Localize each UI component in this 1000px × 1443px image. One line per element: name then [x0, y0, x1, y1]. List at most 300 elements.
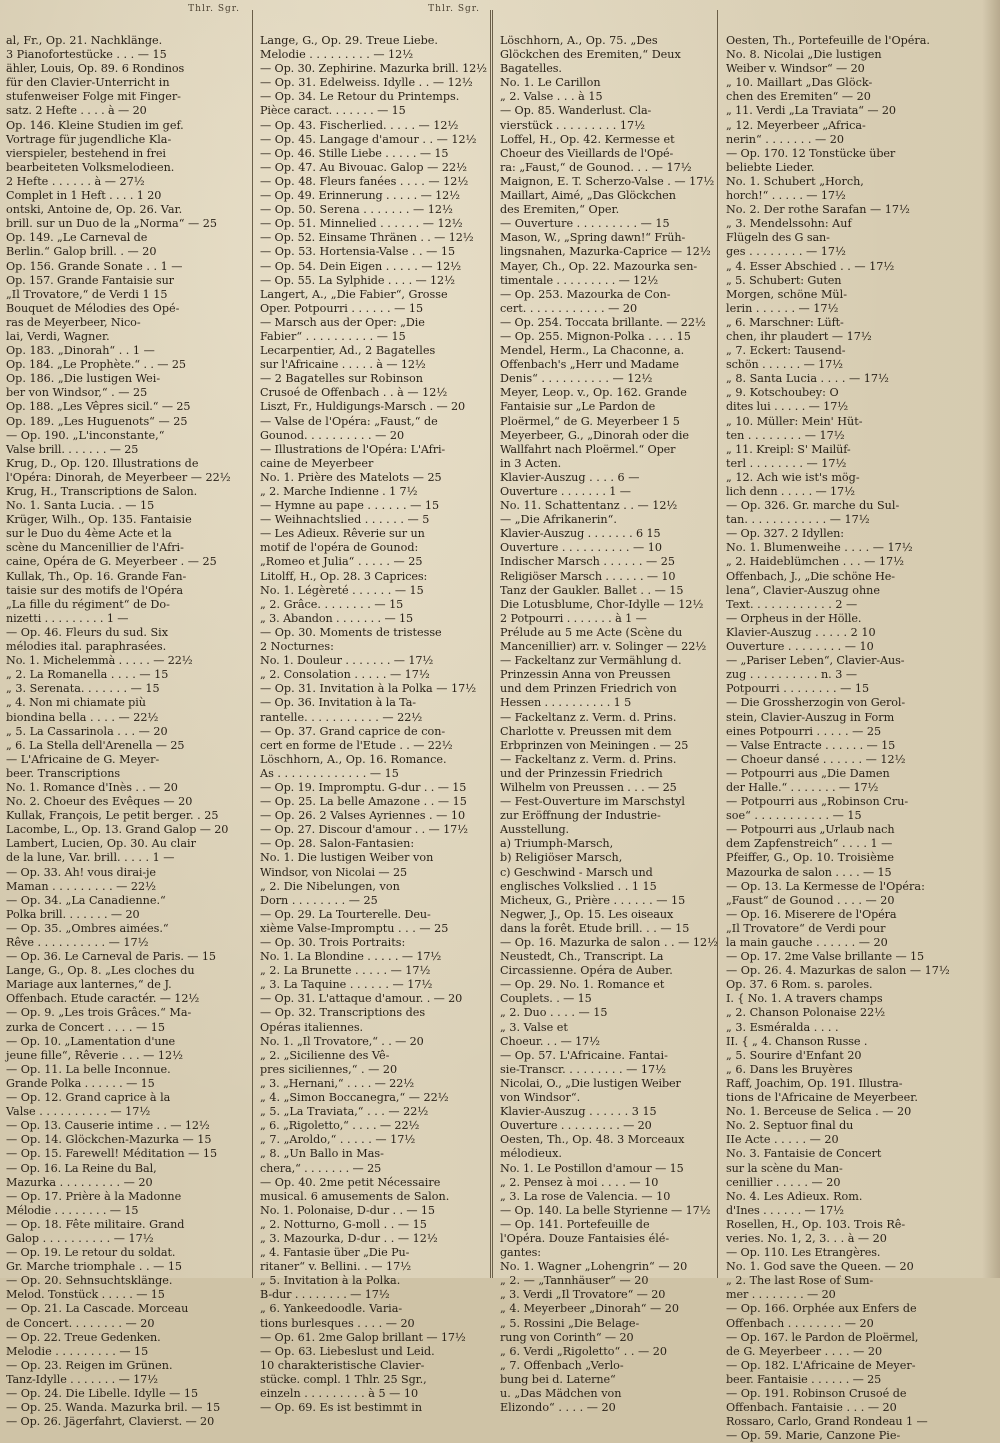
catalogue-entry-line: — Op. 141. Portefeuille de — [500, 1217, 650, 1231]
column-3-entries — [500, 34, 718, 1415]
catalogue-entry-line: jeune fille“, Rêverie . . . — 12½ — [6, 1048, 183, 1062]
catalogue-entry-line: Negwer, J., Op. 15. Les oiseaux — [500, 907, 674, 921]
catalogue-entry-line: — Op. 16. Miserere de l'Opéra — [726, 907, 897, 921]
catalogue-entry-line: Oesten, Th., Portefeuille de l'Opéra. — [726, 34, 930, 47]
catalogue-entry-line: Text. . . . . . . . . . . . 2 — — [726, 597, 858, 611]
column-1 — [0, 0, 250, 1429]
catalogue-entry-line: Grande Polka . . . . . . — 15 — [6, 1076, 155, 1090]
catalogue-entry-line: Polka brill. . . . . . . — 20 — [6, 907, 140, 921]
catalogue-entry-line: „ 4. „Simon Boccanegra,“ — 22½ — [260, 1091, 449, 1105]
catalogue-entry-line: Pièce caract. . . . . . . — 15 — [260, 104, 406, 118]
catalogue-entry-line: — Op. 25. Wanda. Mazurka bril. — 15 — [6, 1401, 221, 1415]
catalogue-entry-line: „ 3. Mendelssohn: Auf — [726, 217, 852, 231]
catalogue-entry-line: Litolff, H., Op. 28. 3 Caprices: — [260, 569, 428, 583]
catalogue-entry-line: cert. . . . . . . . . . . . — 20 — [500, 301, 638, 315]
catalogue-entry-line: Couplets. . — 15 — [500, 992, 592, 1006]
catalogue-entry-line: Offenbach . . . . . . . . — 20 — [726, 1316, 874, 1330]
catalogue-entry-line: „Romeo et Julia“ . . . . . — 25 — [260, 555, 423, 569]
catalogue-entry-line: Die Lotusblume, Chor-Idylle — 12½ — [500, 597, 704, 611]
catalogue-entry-line: „ 2. The last Rose of Sum- — [726, 1274, 874, 1288]
catalogue-entry-line: Raff, Joachim, Op. 191. Illustra- — [726, 1076, 903, 1090]
catalogue-entry-line: No. 1. „Il Trovatore,“ . . — 20 — [260, 1034, 424, 1048]
catalogue-entry-line: No. 1. Schubert „Horch, — [726, 174, 864, 188]
catalogue-entry-line: Elizondo“ . . . . — 20 — [500, 1401, 616, 1415]
catalogue-entry-line: „ 2. La Brunette . . . . . — 17½ — [260, 964, 431, 978]
catalogue-entry-line: „ 2. Chanson Polonaise 22½ — [726, 1006, 886, 1020]
catalogue-entry-line: No. 1. Michelemmà . . . . . — 22½ — [6, 654, 193, 668]
catalogue-entry-line: Mason, W., „Spring dawn!“ Früh- — [500, 231, 686, 245]
catalogue-entry-line: — Die Grossherzogin von Gerol- — [726, 696, 906, 710]
catalogue-entry-line: — Op. 140. La belle Styrienne — 17½ — [500, 1203, 711, 1217]
catalogue-entry-line: — Op. 29. La Tourterelle. Deu- — [260, 907, 431, 921]
catalogue-entry-line: Op. 188. „Les Vêpres sicil.“ — 25 — [6, 400, 191, 414]
catalogue-entry-line: ontski, Antoine de, Op. 26. Var. — [6, 203, 183, 217]
catalogue-entry-line: Op. 146. Kleine Studien im gef. — [6, 118, 184, 132]
catalogue-entry-line: — Valse Entracte . . . . . . — 15 — [726, 738, 896, 752]
catalogue-entry-line: „Il Trovatore,“ de Verdi 1 15 — [6, 287, 168, 301]
catalogue-entry-line: „ 2. Pensez à moi . . . . — 10 — [500, 1175, 659, 1189]
catalogue-entry-line: motif de l'opéra de Gounod: — [260, 541, 419, 555]
catalogue-entry-line: Krug, D., Op. 120. Illustrations de — [6, 456, 199, 470]
catalogue-entry-line: Ouverture . . . . . . . . — 10 — [726, 640, 874, 654]
catalogue-entry-line: Melodie . . . . . . . . . — 12½ — [260, 48, 414, 62]
catalogue-entry-line: l'Opéra. Douze Fantaisies élé- — [500, 1231, 670, 1245]
catalogue-entry-line: c) Geschwind - Marsch und — [500, 865, 653, 879]
catalogue-entry-line: „Faust“ de Gounod . . . . — 20 — [726, 893, 895, 907]
catalogue-entry-line: Liszt, Fr., Huldigungs-Marsch . — 20 — [260, 400, 466, 414]
catalogue-entry-line: No. 3. Fantaisie de Concert — [726, 1147, 882, 1161]
catalogue-entry-line: nerin“ . . . . . . . — 20 — [726, 132, 844, 146]
catalogue-entry-line: No. 1. Romance d'Inès . . — 20 — [6, 780, 178, 794]
catalogue-entry-line: No. 1. Le Carillon — [500, 76, 601, 90]
catalogue-entry-line: — Op. 20. Sehnsuchtsklänge. — [6, 1274, 173, 1288]
catalogue-entry-line: zug . . . . . . . . . . n. 3 — — [726, 668, 858, 682]
catalogue-entry-line: — Op. 19. Le retour du soldat. — [6, 1246, 176, 1260]
catalogue-entry-line: — Op. 34. Le Retour du Printemps. — [260, 90, 460, 104]
catalogue-entry-line: Offenbach, J., „Die schöne He- — [726, 569, 895, 583]
catalogue-entry-line: Valse . . . . . . . . . . — 17½ — [6, 1105, 151, 1119]
catalogue-entry-line: „ 6. La Stella dell'Arenella — 25 — [6, 738, 185, 752]
catalogue-entry-line: Op. 186. „Die lustigen Wei- — [6, 372, 161, 386]
catalogue-entry-line: „ 7. Eckert: Tausend- — [726, 344, 846, 358]
catalogue-entry-line: „ 6. Dans les Bruyères — [726, 1062, 853, 1076]
catalogue-entry-line: sur l'Africaine . . . . . à — 12½ — [260, 358, 426, 372]
catalogue-entry-line: Choeur. . . — 17½ — [500, 1034, 600, 1048]
catalogue-entry-line: — Op. 36. Le Carneval de Paris. — 15 — [6, 950, 216, 964]
catalogue-entry-line: für den Clavier-Unterricht in — [6, 76, 170, 90]
catalogue-entry-line: Offenbach. Fantaisie . . . — 20 — [726, 1401, 897, 1415]
catalogue-entry-line: — Op. 18. Fête militaire. Grand — [6, 1217, 185, 1231]
catalogue-entry-line: Klavier-Auszug . . . . . 2 10 — [726, 625, 876, 639]
catalogue-entry-line: „ 3. La Taquine . . . . . . — 17½ — [260, 978, 433, 992]
catalogue-entry-line: Löschhorn, A., Op. 75. „Des — [500, 34, 658, 47]
catalogue-entry-line: „ 11. Verdi „La Traviata“ — 20 — [726, 104, 896, 118]
catalogue-entry-line: 2 Hefte . . . . . . à — 27½ — [6, 174, 145, 188]
catalogue-entry-line: — Hymne au pape . . . . . . — 15 — [260, 499, 440, 513]
catalogue-entry-line: — Op. 110. Les Etrangères. — [726, 1246, 881, 1260]
catalogue-entry-line: — Choeur dansé . . . . . . — 12½ — [726, 752, 906, 766]
column-1-entries — [6, 34, 244, 1429]
catalogue-entry-line: No. 4. Les Adieux. Rom. — [726, 1189, 863, 1203]
catalogue-entry-line: — Op. 57. L'Africaine. Fantai- — [500, 1048, 668, 1062]
catalogue-entry-line: des Eremiten,“ Oper. — [500, 203, 620, 217]
catalogue-entry-line: Circassienne. Opéra de Auber. — [500, 964, 673, 978]
catalogue-entry-line: scène du Mancenillier de l'Afri- — [6, 541, 184, 555]
catalogue-entry-line: lena“, Clavier-Auszug ohne — [726, 583, 880, 597]
catalogue-entry-line: gantes: — [500, 1246, 541, 1260]
catalogue-entry-line: — Orpheus in der Hölle. — [726, 611, 862, 625]
catalogue-entry-line: — Op. 31. Invitation à la Polka — 17½ — [260, 682, 477, 696]
column-2-header: Thlr. Sgr. — [428, 4, 480, 14]
catalogue-entry-line: Erbprinzen von Meiningen . — 25 — [500, 738, 689, 752]
catalogue-entry-line: „ 2. Valse . . . à 15 — [500, 90, 603, 104]
catalogue-entry-line: Wilhelm von Preussen . . . — 25 — [500, 780, 677, 794]
catalogue-entry-line: terl . . . . . . . . — 17½ — [726, 456, 847, 470]
catalogue-entry-line: Berlin.“ Galop brill. . — 20 — [6, 245, 157, 259]
catalogue-entry-line: — Op. 182. L'Africaine de Meyer- — [726, 1358, 916, 1372]
catalogue-entry-line: Melodie . . . . . . . . . — 15 — [6, 1344, 149, 1358]
catalogue-entry-line: — Op. 47. Au Bivouac. Galop — 22½ — [260, 160, 467, 174]
catalogue-entry-line: Mendel, Herm., La Chaconne, a. — [500, 344, 685, 358]
catalogue-entry-line: — Op. 51. Minnelied . . . . . . — 12½ — [260, 217, 463, 231]
catalogue-entry-line: al, Fr., Op. 21. Nachklänge. — [6, 34, 163, 47]
catalogue-entry-line: — Op. 23. Reigen im Grünen. — [6, 1358, 173, 1372]
catalogue-entry-line: I. { No. 1. A travers champs — [726, 992, 883, 1006]
catalogue-entry-line: — Op. 31. Edelweiss. Idylle . . — 12½ — [260, 76, 473, 90]
catalogue-entry-line: „ 5. Rossini „Die Belage- — [500, 1316, 640, 1330]
catalogue-entry-line: Oesten, Th., Op. 48. 3 Morceaux — [500, 1133, 685, 1147]
catalogue-entry-line: mélodieux. — [500, 1147, 562, 1161]
catalogue-entry-line: Religiöser Marsch . . . . . . — 10 — [500, 569, 676, 583]
column-divider-2 — [490, 10, 493, 1278]
catalogue-entry-line: No. 11. Schattentanz . . — 12½ — [500, 499, 678, 513]
catalogue-entry-line: Weiber v. Windsor“ — 20 — [726, 62, 865, 76]
catalogue-entry-line: lerin . . . . . . — 17½ — [726, 301, 839, 315]
catalogue-entry-line: Morgen, schöne Mül- — [726, 287, 847, 301]
catalogue-entry-line: „ 7. Offenbach „Verlo- — [500, 1358, 624, 1372]
catalogue-entry-line: „Il Trovatore“ de Verdi pour — [726, 921, 886, 935]
catalogue-entry-line: As . . . . . . . . . . . . . — 15 — [260, 766, 399, 780]
catalogue-entry-line: — Potpourri aus „Urlaub nach — [726, 823, 895, 837]
catalogue-entry-line: „ 6. Yankeedoodle. Varia- — [260, 1302, 403, 1316]
catalogue-entry-line: taisie sur des motifs de l'Opéra — [6, 583, 183, 597]
catalogue-entry-line: Denis“ . . . . . . . . . . — 12½ — [500, 372, 653, 386]
catalogue-entry-line: — Op. 254. Toccata brillante. — 22½ — [500, 315, 706, 329]
catalogue-entry-line: Lange, G., Op. 8. „Les cloches du — [6, 964, 195, 978]
catalogue-entry-line: No. 1. Polonaise, D-dur . . — 15 — [260, 1203, 435, 1217]
catalogue-entry-line: No. 1. Santa Lucia. . — 15 — [6, 499, 155, 513]
catalogue-entry-line: ber von Windsor,“ . — 25 — [6, 386, 148, 400]
catalogue-entry-line: biondina bella . . . . — 22½ — [6, 710, 159, 724]
catalogue-entry-line: Crusoé de Offenbach . . à — 12½ — [260, 386, 448, 400]
catalogue-entry-line: — Fackeltanz zur Vermählung d. — [500, 654, 682, 668]
catalogue-entry-line: — Op. 30. Moments de tristesse — [260, 625, 442, 639]
catalogue-entry-line: eines Potpourri . . . . . — 25 — [726, 724, 882, 738]
catalogue-entry-line: Mélodie . . . . . . . . — 15 — [6, 1203, 139, 1217]
catalogue-entry-line: — Op. 29. No. 1. Romance et — [500, 978, 665, 992]
catalogue-entry-line: d'Ines . . . . . . — 17½ — [726, 1203, 844, 1217]
catalogue-entry-line: beer. Fantaisie . . . . . . — 25 — [726, 1372, 882, 1386]
catalogue-entry-line: Klavier-Auszug . . . . . . 3 15 — [500, 1105, 657, 1119]
catalogue-entry-line: No. 1. God save the Queen. — 20 — [726, 1260, 914, 1274]
catalogue-entry-line: ras de Meyerbeer, Nico- — [6, 315, 141, 329]
catalogue-entry-line: beliebte Lieder. — [726, 160, 815, 174]
catalogue-entry-line: Tanz der Gaukler. Ballet . . — 15 — [500, 583, 684, 597]
catalogue-entry-line: brill. sur un Duo de la „Norma“ — 25 — [6, 217, 217, 231]
catalogue-entry-line: „ 5. Sourire d'Enfant 20 — [726, 1048, 862, 1062]
catalogue-entry-line: Klavier-Auszug . . . . 6 — — [500, 470, 640, 484]
catalogue-entry-line: Rêve . . . . . . . . . . — 17½ — [6, 936, 149, 949]
catalogue-entry-line: No. 1. Prière des Matelots — 25 — [260, 470, 442, 484]
catalogue-entry-line: „ 5. „La Traviata,“ . . . — 22½ — [260, 1105, 429, 1119]
page-edge-shadow — [982, 0, 1000, 1278]
catalogue-entry-line: einzeln . . . . . . . . . à 5 — 10 — [260, 1387, 419, 1400]
catalogue-entry-line: — Op. 45. Langage d'amour . . — 12½ — [260, 132, 477, 146]
catalogue-entry-line: Ausstellung. — [500, 823, 569, 837]
catalogue-entry-line: No. 2. Der rothe Sarafan — 17½ — [726, 203, 910, 217]
catalogue-entry-line: de la lune, Var. brill. . . . . 1 — — [6, 851, 175, 865]
catalogue-entry-line: „ 3. La rose de Valencia. — 10 — [500, 1189, 671, 1203]
catalogue-entry-line: vierspieler, bestehend in frei — [6, 146, 166, 160]
catalogue-entry-line: und der Prinzessin Friedrich — [500, 766, 663, 780]
catalogue-entry-line: — Op. 85. Wanderlust. Cla- — [500, 104, 652, 118]
catalogue-entry-line: caine de Meyerbeer — [260, 456, 374, 470]
catalogue-entry-line: „ 10. Maillart „Das Glöck- — [726, 76, 873, 90]
catalogue-entry-line: Ouverture . . . . . . . . . — 20 — [500, 1119, 652, 1133]
catalogue-entry-line: Melod. Tonstück . . . . . — 15 — [6, 1288, 165, 1302]
catalogue-entry-line: — Op. 28. Salon-Fantasien: — [260, 837, 415, 851]
catalogue-entry-line: No. 2. Septuor final du — [726, 1119, 854, 1133]
catalogue-entry-line: Galop . . . . . . . . . . — 17½ — [6, 1231, 154, 1245]
catalogue-entry-line: — Op. 53. Hortensia-Valse . . — 15 — [260, 245, 456, 259]
catalogue-entry-line: „ 2. Marche Indienne . 1 7½ — [260, 485, 418, 498]
catalogue-entry-line: — Op. 36. Invitation à la Ta- — [260, 696, 416, 710]
catalogue-entry-line: „ 2. Grâce. . . . . . . . — 15 — [260, 597, 404, 611]
catalogue-entry-line: — Illustrations de l'Opéra: L'Afri- — [260, 442, 446, 456]
catalogue-entry-line: sie-Transcr. . . . . . . . . — 17½ — [500, 1062, 666, 1076]
catalogue-entry-line: — Op. 19. Impromptu. G-dur . . — 15 — [260, 780, 467, 794]
catalogue-entry-line: Krug, H., Transcriptions de Salon. — [6, 485, 198, 498]
catalogue-entry-line: „ 4. Fantasie über „Die Pu- — [260, 1246, 410, 1260]
catalogue-entry-line: Maignon, E. T. Scherzo-Valse . — 17½ — [500, 174, 715, 188]
catalogue-entry-line: „ 4. Non mi chiamate più — [6, 696, 146, 710]
catalogue-entry-line: b) Religiöser Marsch, — [500, 851, 623, 865]
catalogue-entry-line: Bouquet de Mélodies des Opé- — [6, 301, 180, 315]
catalogue-entry-line: Fabier“ . . . . . . . . . . — 15 — [260, 329, 406, 343]
catalogue-entry-line: Neustedt, Ch., Transcript. La — [500, 950, 664, 964]
catalogue-entry-line: von Windsor“. — [500, 1091, 581, 1105]
catalogue-entry-line: Kullak, François, Le petit berger. . 25 — [6, 809, 219, 823]
catalogue-entry-line: No. 1. Le Postillon d'amour — 15 — [500, 1161, 684, 1175]
catalogue-entry-line: — Op. 327. 2 Idyllen: — [726, 527, 844, 541]
catalogue-entry-line: horch!“ . . . . . — 17½ — [726, 189, 846, 203]
catalogue-entry-line: Löschhorn, A., Op. 16. Romance. — [260, 752, 447, 766]
catalogue-entry-line: — Op. 12. Grand caprice à la — [6, 1091, 171, 1105]
column-2 — [254, 0, 490, 1415]
catalogue-entry-line: „ 3. „Hernani,“ . . . . — 22½ — [260, 1076, 414, 1090]
catalogue-entry-line: Meyer, Leop. v., Op. 162. Grande — [500, 386, 687, 400]
catalogue-entry-line: Windsor, von Nicolai — 25 — [260, 865, 408, 879]
catalogue-entry-line: No. 1. La Blondine . . . . . — 17½ — [260, 950, 442, 964]
catalogue-entry-line: Oper. Potpourri . . . . . . — 15 — [260, 301, 424, 315]
catalogue-entry-line: a) Triumph-Marsch, — [500, 837, 614, 851]
catalogue-entry-line: „ 8. „Un Ballo in Mas- — [260, 1147, 384, 1161]
catalogue-entry-line: pres siciliennes,“ . — 20 — [260, 1062, 398, 1076]
catalogue-entry-line: — Op. 17. 2me Valse brillante — 15 — [726, 950, 925, 964]
catalogue-entry-line: „ 3. Serenata. . . . . . . — 15 — [6, 682, 160, 696]
catalogue-entry-line: Lambert, Lucien, Op. 30. Au clair — [6, 837, 196, 851]
catalogue-entry-line: stein, Clavier-Auszug in Form — [726, 710, 895, 724]
catalogue-entry-line: „ 4. Meyerbeer „Dinorah“ — 20 — [500, 1302, 680, 1316]
catalogue-entry-line: „ 7. „Aroldo,“ . . . . . — 17½ — [260, 1133, 416, 1147]
catalogue-entry-line: Dorn . . . . . . . . — 25 — [260, 893, 378, 907]
catalogue-entry-line: stufenweiser Folge mit Finger- — [6, 90, 181, 104]
catalogue-entry-line: — Fackeltanz z. Verm. d. Prins. — [500, 710, 677, 724]
catalogue-entry-line: Gounod. . . . . . . . . . — 20 — [260, 428, 405, 442]
catalogue-entry-line: sur la scène du Man- — [726, 1161, 843, 1175]
catalogue-entry-line: „ 6. Marschner: Lüft- — [726, 315, 844, 329]
catalogue-entry-line: Offenbach. Etude caractér. — 12½ — [6, 992, 200, 1006]
catalogue-entry-line: und dem Prinzen Friedrich von — [500, 682, 677, 696]
catalogue-entry-line: — Op. 30. Zephirine. Mazurka brill. 12½ — [260, 62, 487, 76]
catalogue-entry-line: Gr. Marche triomphale . . — 15 — [6, 1260, 183, 1274]
catalogue-entry-line: Vortrage für jugendliche Kla- — [6, 132, 172, 146]
catalogue-entry-line: Maillart, Aimé, „Das Glöckchen — [500, 189, 676, 203]
catalogue-entry-line: ten . . . . . . . . — 17½ — [726, 428, 845, 442]
catalogue-entry-line: Mayer, Ch., Op. 22. Mazourka sen- — [500, 259, 698, 273]
catalogue-entry-line: — Les Adieux. Rêverie sur un — [260, 527, 425, 541]
catalogue-entry-line: chera,“ . . . . . . . — 25 — [260, 1161, 382, 1175]
catalogue-entry-line: satz. 2 Hefte . . . . à — 20 — [6, 104, 147, 118]
catalogue-entry-line: — Marsch aus der Oper: „Die — [260, 315, 425, 329]
catalogue-entry-line: — Op. 15. Farewell! Méditation — 15 — [6, 1147, 218, 1161]
catalogue-entry-line: — Op. 43. Fischerlied. . . . . — 12½ — [260, 118, 459, 132]
catalogue-entry-line: Potpourri . . . . . . . . — 15 — [726, 682, 870, 696]
catalogue-entry-line: — Op. 46. Stille Liebe . . . . . — 15 — [260, 146, 449, 160]
catalogue-entry-line: No. 2. Choeur des Evêques — 20 — [6, 795, 193, 809]
catalogue-entry-line: — Op. 40. 2me petit Nécessaire — [260, 1175, 441, 1189]
column-3 — [494, 0, 718, 1415]
column-divider-3 — [717, 10, 718, 1278]
catalogue-entry-line: No. 8. Nicolai „Die lustigen — [726, 48, 882, 62]
catalogue-entry-line: cert en forme de l'Etude . . — 22½ — [260, 738, 453, 752]
catalogue-entry-line: Mazourka de salon . . . . — 15 — [726, 865, 892, 879]
catalogue-entry-line: „ 12. Ach wie ist's mög- — [726, 470, 860, 484]
catalogue-entry-line: „ 2. — „Tannhäuser“ — 20 — [500, 1274, 649, 1288]
catalogue-entry-line: — „Die Afrikanerin“. — [500, 513, 617, 527]
catalogue-entry-line: zur Eröffnung der Industrie- — [500, 809, 661, 823]
catalogue-entry-line: — Op. 167. le Pardon de Ploërmel, — [726, 1330, 919, 1344]
catalogue-entry-line: beer. Transcriptions — [6, 766, 121, 780]
catalogue-entry-line: chen, ihr plaudert — 17½ — [726, 329, 872, 343]
catalogue-entry-line: — Op. 170. 12 Tonstücke über — [726, 146, 896, 160]
column-1-header: Thlr. Sgr. — [188, 4, 240, 14]
catalogue-entry-line: — Op. 52. Einsame Thränen . . — 12½ — [260, 231, 474, 245]
catalogue-entry-line: — Op. 49. Erinnerung . . . . . — 12½ — [260, 189, 460, 203]
catalogue-entry-line: „ 3. Esméralda . . . . — [726, 1020, 839, 1034]
catalogue-entry-line: — Op. 13. La Kermesse de l'Opéra: — [726, 879, 925, 893]
catalogue-entry-line: dans la forêt. Etude brill. . . — 15 — [500, 921, 690, 935]
catalogue-entry-line: stücke. compl. 1 Thlr. 25 Sgr., — [260, 1372, 427, 1386]
catalogue-entry-line: timentale . . . . . . . . . — 12½ — [500, 273, 658, 287]
catalogue-entry-line: B-dur . . . . . . . . — 17½ — [260, 1288, 390, 1302]
catalogue-entry-line: ra: „Faust,“ de Gounod. . . — 17½ — [500, 160, 692, 174]
catalogue-entry-line: No. 1. Légèreté . . . . . . — 15 — [260, 583, 424, 597]
column-4-entries — [726, 34, 976, 1443]
catalogue-entry-line: Mariage aux lanternes,“ de J. — [6, 978, 172, 992]
column-4 — [720, 0, 982, 1443]
catalogue-entry-line: de G. Meyerbeer . . . . — 20 — [726, 1344, 883, 1358]
catalogue-entry-line: Fantaisie sur „Le Pardon de — [500, 400, 656, 414]
catalogue-entry-line: „ 10. Müller: Mein' Hüt- — [726, 414, 863, 428]
catalogue-entry-line: rung von Corinth“ — 20 — [500, 1330, 634, 1344]
catalogue-entry-line: — Op. 191. Robinson Crusoé de — [726, 1387, 907, 1400]
catalogue-entry-line: Lacombe, L., Op. 13. Grand Galop — 20 — [6, 823, 229, 837]
catalogue-entry-line: bearbeiteten Volksmelodieen. — [6, 160, 175, 174]
catalogue-entry-line: „ 12. Meyerbeer „Africa- — [726, 118, 866, 132]
catalogue-entry-line: — Op. 11. La belle Inconnue. — [6, 1062, 171, 1076]
catalogue-entry-line: Op. 156. Grande Sonate . . 1 — — [6, 259, 183, 273]
catalogue-entry-line: 10 charakteristische Clavier- — [260, 1358, 425, 1372]
catalogue-entry-line: Kullak, Th., Op. 16. Grande Fan- — [6, 569, 187, 583]
catalogue-entry-line: — Op. 26. Jägerfahrt, Clavierst. — 20 — [6, 1415, 215, 1429]
catalogue-entry-line: — Ouverture . . . . . . . . . — 15 — [500, 217, 670, 231]
catalogue-entry-line: — Op. 61. 2me Galop brillant — 17½ — [260, 1330, 466, 1344]
catalogue-entry-line: „ 2. Duo . . . . — 15 — [500, 1006, 608, 1020]
catalogue-entry-line: — Op. 63. Liebeslust und Leid. — [260, 1344, 435, 1358]
catalogue-entry-line: Micheux, G., Prière . . . . . . — 15 — [500, 893, 686, 907]
catalogue-entry-line: Meyerbeer, G., „Dinorah oder die — [500, 428, 690, 442]
catalogue-entry-line: Loffel, H., Op. 42. Kermesse et — [500, 132, 675, 146]
catalogue-entry-line: Op. 157. Grande Fantaisie sur — [6, 273, 174, 287]
catalogue-entry-line: chen des Eremiten“ — 20 — [726, 90, 871, 104]
catalogue-entry-line: mélodies ital. paraphrasées. — [6, 640, 167, 654]
catalogue-entry-line: Tanz-Idylle . . . . . . . — 17½ — [6, 1372, 158, 1386]
catalogue-entry-line: tan. . . . . . . . . . . . — 17½ — [726, 513, 870, 527]
catalogue-entry-line: „ 4. Esser Abschied . . — 17½ — [726, 259, 895, 273]
catalogue-entry-line: 2 Nocturnes: — [260, 640, 334, 654]
catalogue-entry-line: „ 5. La Cassarinola . . . — 20 — [6, 724, 168, 738]
catalogue-entry-line: Ouverture . . . . . . . . . . — 10 — [500, 541, 662, 555]
catalogue-entry-line: schön . . . . . . — 17½ — [726, 358, 843, 372]
catalogue-entry-line: Bagatelles. — [500, 62, 562, 76]
catalogue-entry-line: — Op. 30. Trois Portraits: — [260, 936, 406, 949]
catalogue-entry-line: „ 2. Consolation . . . . . — 17½ — [260, 668, 430, 682]
catalogue-entry-line: zurka de Concert . . . . — 15 — [6, 1020, 166, 1034]
catalogue-entry-line: Maman . . . . . . . . . — 22½ — [6, 879, 156, 893]
catalogue-entry-line: ähler, Louis, Op. 89. 6 Rondinos — [6, 62, 185, 76]
catalogue-entry-line: No. 1. Die lustigen Weiber von — [260, 851, 434, 865]
catalogue-entry-line: Flügeln des G san- — [726, 231, 830, 245]
catalogue-entry-line: „ 3. Abandon . . . . . . . — 15 — [260, 611, 414, 625]
catalogue-entry-line: „ 2. „Sicilienne des Vê- — [260, 1048, 390, 1062]
catalogue-entry-line: lich denn . . . . . — 17½ — [726, 485, 855, 498]
catalogue-entry-line: xième Valse-Impromptu . . . — 25 — [260, 921, 449, 935]
catalogue-entry-line: — Op. 48. Fleurs fanées . . . . — 12½ — [260, 174, 469, 188]
catalogue-entry-line: „ 6. „Rigoletto,“ . . . . — 22½ — [260, 1119, 420, 1133]
catalogue-entry-line: Lecarpentier, Ad., 2 Bagatelles — [260, 344, 436, 358]
catalogue-entry-line: Op. 189. „Les Huguenots“ — 25 — [6, 414, 188, 428]
catalogue-entry-line: — Potpourri aus „Robinson Cru- — [726, 795, 909, 809]
catalogue-entry-line: u. „Das Mädchen von — [500, 1387, 622, 1400]
catalogue-entry-line: „La fille du régiment“ de Do- — [6, 597, 170, 611]
catalogue-entry-line: Pfeiffer, G., Op. 10. Troisième — [726, 851, 894, 865]
catalogue-entry-line: caine, Opéra de G. Meyerbeer . — 25 — [6, 555, 217, 569]
catalogue-entry-line: — Op. 55. La Sylphide . . . . — 12½ — [260, 273, 455, 287]
catalogue-entry-line: Op. 184. „Le Prophète.“ . . — 25 — [6, 358, 186, 372]
catalogue-entry-line: Choeur des Vieillards de l'Opé- — [500, 146, 674, 160]
catalogue-entry-line: — Op. 25. La belle Amazone . . — 15 — [260, 795, 467, 809]
